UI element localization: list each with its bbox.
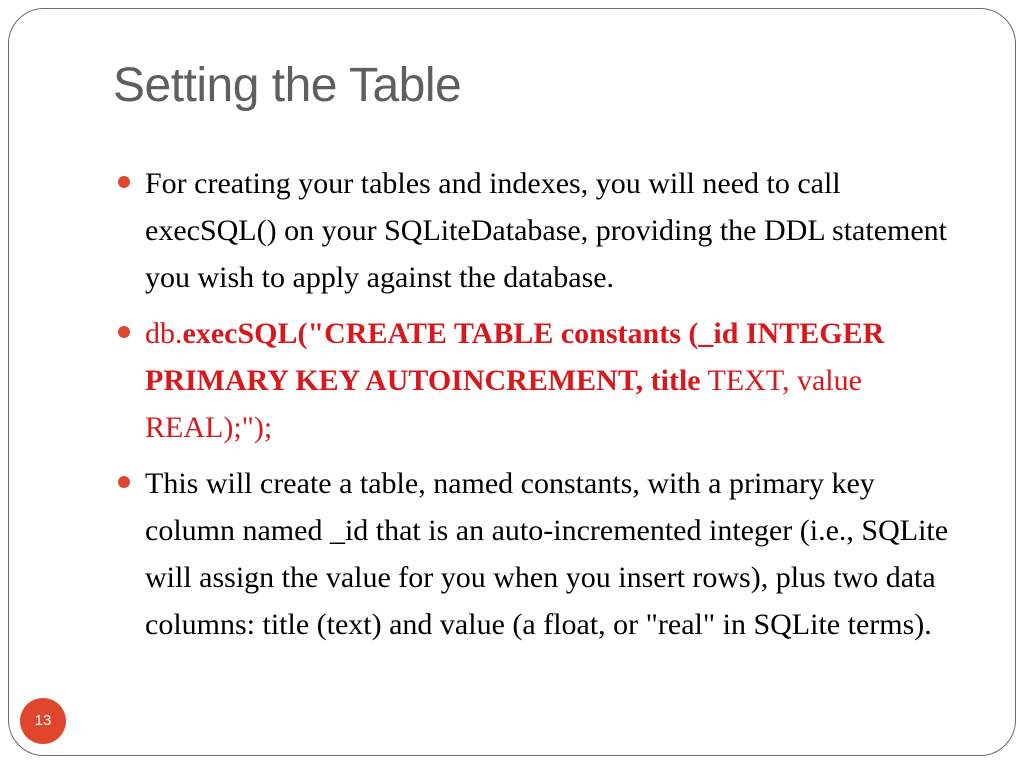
page-number-badge: 13 <box>20 698 66 744</box>
bullet-dot-icon <box>118 326 130 338</box>
code-bold: execSQL("CREATE TABLE constants (_id INTEGER PRIMARY KEY AUTOINCREMENT, title <box>145 317 885 397</box>
bullet-item-2 <box>118 310 958 451</box>
code-suffix: TEXT, value REAL);"); <box>145 364 862 444</box>
code-prefix: db. <box>145 317 183 350</box>
bullet-item-3 <box>118 460 958 648</box>
bullet-item-1 <box>118 160 958 301</box>
bullet-text: This will create a table, named constants, with a primary key column named _id that is an auto-incremented integer (i.e., SQLite will assign the value for you when you insert rows), plus two data columns: title (text) and value (a float, or "real" in SQLite terms). <box>145 467 949 641</box>
bullet-dot-icon <box>118 476 130 488</box>
bullet-text: For creating your tables and indexes, you will need to call execSQL() on your SQLiteDatabase, providing the DDL statement you wish to apply against the database. <box>145 167 948 294</box>
bullet-list <box>118 160 958 657</box>
slide-title: Setting the Table <box>113 59 462 112</box>
bullet-dot-icon <box>118 176 130 188</box>
